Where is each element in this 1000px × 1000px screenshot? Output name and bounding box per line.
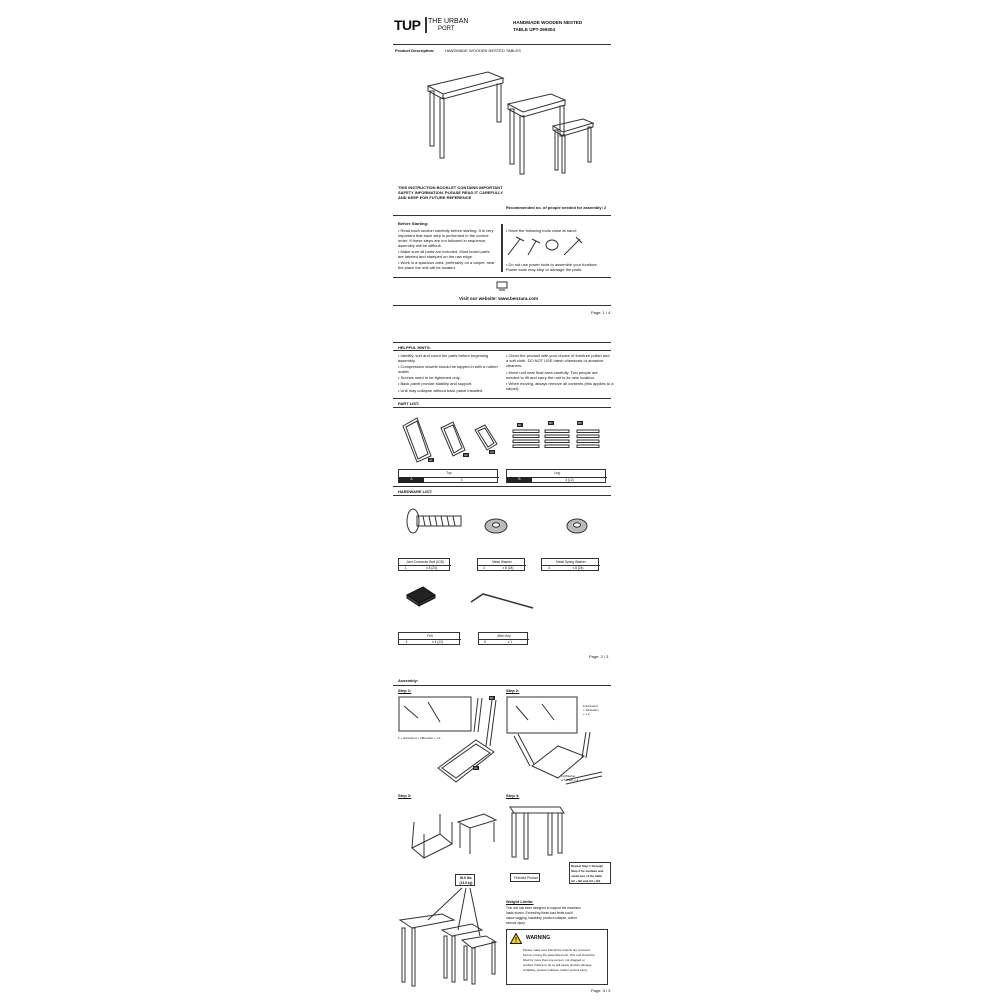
part-label-b3: B3	[578, 421, 582, 425]
hint-left-5: • Screws need to be tightened only.	[398, 375, 461, 380]
hardware-table-spring-washer	[541, 558, 599, 571]
hardware-table-allen-key	[478, 632, 528, 645]
part-name-top: Top	[446, 471, 452, 475]
part-name-leg: Leg	[554, 471, 560, 475]
hint-left-4: mallet.	[398, 369, 410, 374]
finished-product-box	[510, 873, 540, 882]
washer-icon	[484, 518, 508, 534]
hardware-num-felt: 4	[405, 640, 408, 644]
tools-warning-1: • Do not use power tools to assemble your furniture.	[506, 262, 598, 267]
recommended-people: Recommended no. of people needed for assembly: 2	[506, 205, 607, 210]
hint-left-2: assembly.	[398, 358, 416, 363]
step-2-note-3: + x 4	[583, 712, 590, 716]
hint-right-1: • Clean the product with your choice of furniture polish and	[506, 353, 610, 358]
finished-product-label: Finished Product	[514, 876, 538, 880]
hardware-num-bolt: 1	[404, 566, 407, 570]
page-1	[393, 14, 611, 319]
tools-icon	[506, 235, 586, 257]
warning-icon	[510, 933, 522, 944]
hint-right-2: a soft cloth. DO NOT USE harsh chemicals or abrasive	[506, 358, 604, 363]
part-label-a1: A1	[429, 458, 433, 462]
hint-right-5: needed to lift and carry the unit to its new location.	[506, 375, 595, 380]
weight-text-1: This unit has been designed to support the maximum	[506, 906, 581, 910]
hardware-num-spring-washer: 3	[548, 566, 550, 570]
weight-badge-2: (13.9 kg)	[459, 881, 473, 885]
page-number-3: Page: 3 / 3	[591, 988, 611, 993]
page-3	[393, 676, 611, 998]
hint-right-6: • When moving, always remove all contents (this applies to a	[506, 381, 614, 386]
step-1-badge-b1: B1	[490, 696, 494, 700]
warning-box	[506, 929, 608, 985]
before-starting-title: Before Starting:	[398, 221, 429, 226]
hint-left-6: • Back panel provide stability and support.	[398, 381, 473, 386]
hardware-table-washer	[477, 558, 525, 571]
repeat-note-2: Step 3 for medium and	[571, 869, 604, 873]
warning-line-3: AND KEEP FOR FUTURE REFERENCE	[398, 195, 472, 200]
hardware-table-bolt	[398, 558, 450, 571]
hardware-name-allen-key: Allen Key	[497, 634, 511, 638]
bolt-icon	[405, 507, 465, 535]
before-line-5: • Make sure all parts are included. Most board parts	[398, 249, 490, 254]
warning-text-4: pushed. Failure to do so will cause product damage,	[523, 963, 593, 967]
warning-text-5: instability, product collapse, and/or serious injury.	[523, 968, 588, 972]
hardware-qty-washer: x 8 (24)	[502, 566, 514, 570]
warning-text-1: Please make sure that all the objects are removed	[523, 948, 590, 952]
allen-key-icon	[469, 590, 535, 612]
repeat-note-4: A2 + B2 and A3 + B3.	[571, 879, 601, 883]
column-divider	[501, 224, 503, 272]
before-line-7: • Work in a spacious area, preferably on a carpet, near	[398, 260, 495, 265]
part-table-top	[398, 469, 498, 483]
assembly-title: Assembly:	[398, 678, 419, 683]
weight-text-3: cause sagging, instability, product collapse, and/or	[506, 916, 577, 920]
hint-left-1: • Identify, sort and count the parts before beginning	[398, 353, 489, 358]
step-2-note-2: + 2(bender)	[583, 708, 599, 712]
warning-text-3: lifted by more than one person, not dragged or	[523, 958, 585, 962]
hardware-num-allen-key: 5	[484, 640, 486, 644]
before-line-2: important that each step is performed in the correct	[398, 233, 489, 238]
before-line-3: order. If these steps are not followed in sequence,	[398, 238, 487, 243]
before-line-8: the place the unit will be located.	[398, 265, 456, 270]
logo-divider	[425, 17, 427, 33]
warning-line-1: THIS INSTRUCTION BOOKLET CONTAINS IMPORTANT	[398, 185, 503, 190]
hardware-name-felt: Felt	[427, 634, 433, 638]
weight-badge-1: 30.6 lbs.	[459, 876, 473, 880]
weight-limits-title: Weight Limits:	[506, 899, 534, 904]
hardware-qty-allen-key: x 1	[507, 640, 513, 644]
part-qty-top: 3	[460, 478, 463, 482]
tools-note: • Have the following tools close at hand:	[506, 228, 577, 233]
screw-note-2: w Screw) x 4	[561, 778, 579, 782]
warning-title: WARNING	[526, 935, 551, 941]
step-1-note: 1 + Screw(en) + 2Bl.ender + x 4	[398, 736, 441, 740]
product-description-label: Product Description:	[395, 48, 435, 53]
logo: TUP	[394, 17, 421, 33]
felt-icon	[405, 585, 437, 607]
step-3-diagram	[398, 804, 498, 866]
before-line-1: • Read each section carefully before starting. It is very	[398, 228, 494, 233]
hint-left-3: • Compression dowels should be tapped in with a rubber	[398, 364, 498, 369]
step-4-diagram	[506, 801, 566, 861]
weight-tables-diagram	[398, 886, 498, 990]
spring-washer-icon	[566, 518, 588, 534]
part-label-a2: A2	[464, 453, 468, 457]
part-label-b2: B2	[549, 421, 553, 425]
computer-icon	[496, 281, 508, 291]
tools-warning-2: Power tools may strip or damage the parts.	[506, 267, 583, 272]
weight-badge	[455, 874, 475, 886]
nested-tables-illustration	[423, 64, 593, 174]
part-qty-leg: 4 (12)	[565, 478, 574, 482]
hint-left-7: • Unit may collapse without back panel installed.	[398, 388, 484, 393]
part-code-b: B	[507, 477, 532, 483]
doc-title-1: HANDMADE WOODEN NESTED	[513, 20, 583, 25]
hardware-name-washer: Metal Washer	[492, 560, 512, 564]
before-line-6: are labeled and stamped on the raw edge.	[398, 254, 473, 259]
weight-text-2: loads shown. Exceeding these load limits could	[506, 911, 573, 915]
hardware-num-washer: 2	[483, 566, 485, 570]
page-2	[393, 340, 614, 662]
step-1-diagram	[398, 696, 498, 800]
brand-line-1: THE URBAN	[428, 18, 469, 25]
hardware-qty-spring-washer: x 8 (24)	[572, 566, 584, 570]
helpful-hints-title: HELPFUL HINTS:	[398, 345, 431, 350]
hardware-name-bolt: Joint Connector Bolt (JCB)	[406, 560, 444, 564]
weight-text-4: serious injury.	[506, 921, 526, 925]
hardware-name-spring-washer: Metal Spring Washer	[556, 560, 586, 564]
hardware-qty-felt: x 4 (12)	[432, 640, 443, 644]
page-number-1: Page: 1 / 4	[591, 310, 611, 315]
step-2-label: Step 2:	[506, 688, 520, 693]
warning-text-2: before moving the assembled unit. This unit should be	[523, 953, 595, 957]
repeat-note-1: Repeat Step 1 through	[571, 864, 604, 868]
hardware-list-title: HARDWARE LIST:	[398, 489, 433, 494]
repeat-note-box	[569, 862, 611, 884]
warning-line-2: SAFETY INFORMATION. PLEASE READ IT CAREFULLY	[398, 190, 504, 195]
step-1-badge-a1: A1	[474, 766, 478, 770]
hardware-table-felt	[398, 632, 460, 645]
hint-right-3: cleaners.	[506, 363, 523, 368]
part-legs-illustration	[511, 428, 607, 450]
product-description-value: HANDMADE WOODEN NESTED TABLES	[445, 48, 521, 53]
part-label-b1: B1	[518, 423, 522, 427]
hint-right-4: • Move unit near final area carefully. Two people are	[506, 370, 598, 375]
screw-note-1: 1x(Washer	[561, 774, 576, 778]
part-label-a3: A3	[490, 450, 494, 454]
hardware-qty-bolt: x 8 (24)	[426, 566, 437, 570]
step-1-label: Step 1:	[398, 688, 412, 693]
step-2-note-1: 1(screwen)	[583, 704, 598, 708]
doc-title-2: TABLE UPT-269304	[513, 27, 556, 32]
hint-right-7: carpet).	[506, 386, 520, 391]
part-list-title: PART LIST:	[398, 401, 420, 406]
step-3-label: Step 3:	[398, 793, 412, 798]
website-line: Visit our website: www.benzara.com	[459, 296, 539, 301]
part-table-leg	[506, 469, 606, 483]
part-tops-illustration	[401, 416, 501, 464]
before-line-4: assembly will be difficult.	[398, 243, 442, 248]
step-4-label: Step 4:	[506, 793, 520, 798]
page-number-2: Page: 2 / 3	[589, 654, 609, 659]
part-code-a: A	[399, 477, 424, 483]
repeat-note-3: small size of the table	[571, 874, 603, 878]
brand-line-2: PORT	[438, 26, 455, 32]
